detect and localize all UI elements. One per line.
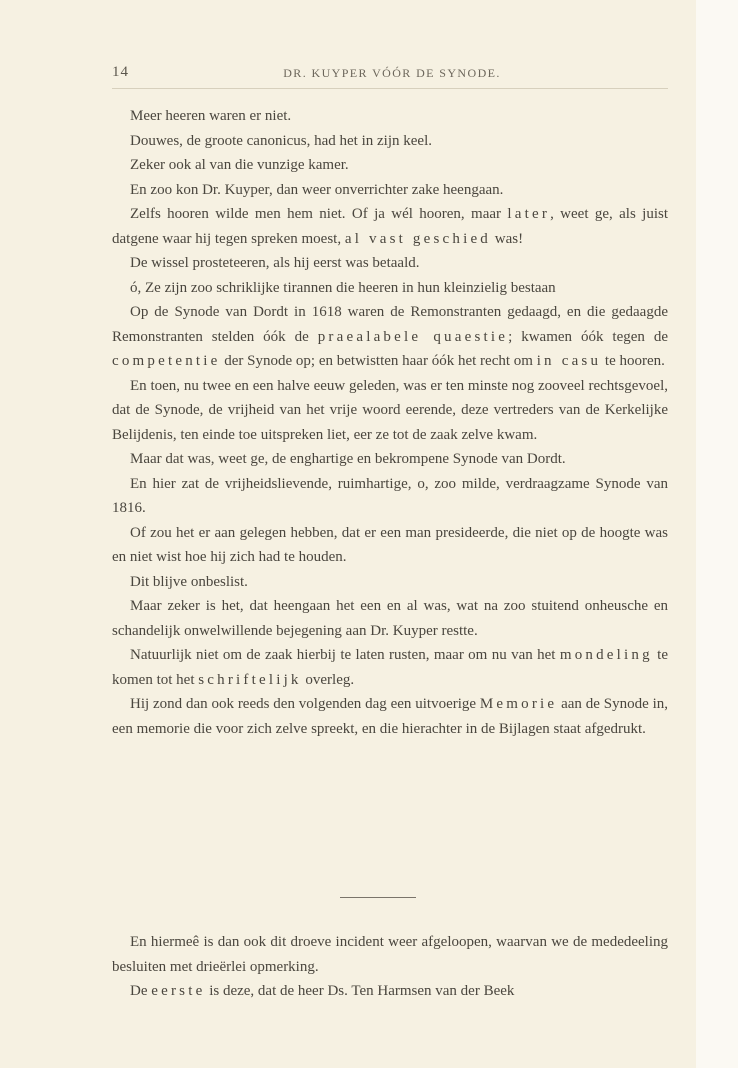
paragraph: En zoo kon Dr. Kuyper, dan weer onverrichter zake heengaan. bbox=[130, 181, 504, 198]
header-rule bbox=[112, 88, 668, 89]
paragraph: Douwes, de groote canonicus, had het in zijn keel. bbox=[130, 132, 432, 149]
spaced-emphasis: mondeling bbox=[559, 647, 653, 663]
spaced-emphasis: al vast geschied bbox=[344, 230, 492, 247]
text-run: Natuurlijk niet om de zaak hierbij te laten rusten, maar om nu van het bbox=[130, 647, 560, 663]
paragraph: De wissel prosteteeren, als hij eerst was betaald. bbox=[130, 255, 420, 271]
paragraph: Maar dat was, weet ge, de enghartige en bekrompene Synode van Dordt. bbox=[130, 451, 566, 467]
text-run: aan de Synode in, een memorie die voor zich zelve spreekt, en die hierachter in de Bijlagen staat afgedrukt. bbox=[112, 696, 669, 737]
spaced-emphasis: later bbox=[507, 206, 551, 222]
paragraph: Meer heeren waren er niet. bbox=[130, 108, 292, 124]
text-run: ; kwamen óók tegen de bbox=[508, 328, 669, 345]
paragraph: En hier zat de vrijheidslievende, ruimhartige, o, zoo milde, verdraagzame Synode van 1816. bbox=[112, 475, 668, 516]
paragraph bbox=[112, 643, 668, 692]
spaced-emphasis: schriftelijk bbox=[198, 671, 302, 688]
spaced-emphasis: competentie bbox=[112, 353, 221, 369]
paragraph: Maar zeker is het, dat heengaan het een en al was, wat na zoo stuitend onheusche en schandelijk onwelwillende bejegening aan Dr. Kuyper restte. bbox=[112, 598, 668, 639]
section-divider bbox=[340, 897, 416, 898]
paragraph: En toen, nu twee en een halve eeuw geleden, was er ten minste nog zooveel rechtsgevoel, dat de Synode, de vrijheid van het vrije woord eerende, deze vertreders van de Kerkelijke Belijdenis, ten einde toe uitspreken liet, eer ze tot de zaak zelve kwam. bbox=[112, 377, 668, 443]
paragraph bbox=[112, 979, 668, 1004]
text-run: der Synode op; en betwistten haar óók het recht om bbox=[220, 353, 537, 369]
page-margin bbox=[696, 0, 738, 1068]
text-run: is deze, dat de heer Ds. Ten Harmsen van der Beek bbox=[205, 983, 515, 999]
text-run: overleg. bbox=[301, 671, 355, 688]
text-run: Hij zond dan ook reeds den volgenden dag een uitvoerige bbox=[130, 696, 480, 712]
running-head: DR. KUYPER VÓÓR DE SYNODE. bbox=[283, 66, 501, 80]
paragraph bbox=[112, 692, 668, 741]
paragraph bbox=[112, 300, 668, 374]
spaced-emphasis: in casu bbox=[536, 353, 602, 369]
spaced-emphasis: eerste bbox=[151, 983, 206, 999]
paragraph bbox=[112, 202, 668, 251]
paragraph: ó, Ze zijn zoo schriklijke tirannen die heeren in hun kleinzielig bestaan bbox=[130, 279, 556, 296]
page-number: 14 bbox=[112, 64, 129, 80]
spaced-emphasis: Memorie bbox=[479, 696, 558, 712]
paragraph: Zeker ook al van die vunzige kamer. bbox=[130, 157, 349, 173]
page-header bbox=[112, 64, 672, 86]
text-run: , weet ge, als juist datgene waar hij tegen spreken moest, bbox=[112, 206, 668, 247]
spaced-emphasis: praealabele quaestie bbox=[317, 328, 509, 345]
paragraph: Dit blijve onbeslist. bbox=[130, 573, 248, 590]
text-run: te hooren. bbox=[601, 353, 665, 369]
text-run: De bbox=[130, 983, 152, 999]
text-run: te komen tot het bbox=[112, 647, 668, 688]
text-run: Op de Synode van Dordt in 1618 waren de Remonstranten gedaagd, en die gedaagde Remonstranten stelden óók de bbox=[112, 304, 668, 345]
closing-text bbox=[112, 930, 668, 1004]
paragraph: Of zou het er aan gelegen hebben, dat er een man presideerde, die niet op de hoogte was en niet wist hoe hij zich had te houden. bbox=[112, 524, 668, 565]
text-run: Zelfs hooren wilde men hem niet. Of ja wél hooren, maar bbox=[130, 206, 508, 222]
paragraph: En hiermeê is dan ook dit droeve incident weer afgeloopen, waarvan we de mededeeling besluiten met drieërlei opmerking. bbox=[112, 934, 668, 975]
body-text bbox=[112, 104, 668, 741]
text-run: was! bbox=[491, 230, 524, 247]
